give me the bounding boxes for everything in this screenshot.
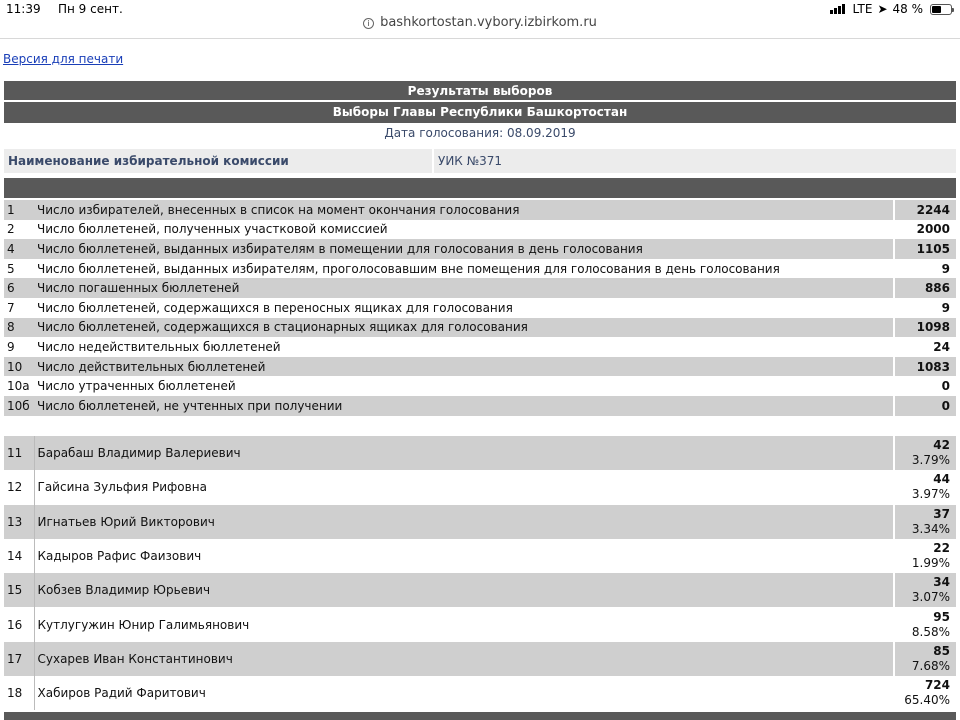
row-label: Число бюллетеней, выданных избирателям в помещении для голосования в день голосования (34, 239, 894, 259)
row-number: 9 (4, 337, 34, 357)
row-value: 9 (894, 298, 956, 318)
url-text[interactable]: bashkortostan.vybory.izbirkom.ru (380, 15, 597, 30)
row-value: 2244 (894, 200, 956, 220)
vote-date-value: 08.09.2019 (506, 126, 576, 140)
row-number: 10б (4, 396, 34, 416)
vote-date-line (4, 126, 956, 140)
candidate-name: Хабиров Радий Фаритович (34, 676, 894, 710)
table-row (4, 278, 956, 298)
row-number: 8 (4, 318, 34, 338)
row-number: 7 (4, 298, 34, 318)
row-label: Число утраченных бюллетеней (34, 376, 894, 396)
candidate-percent: 7.68% (911, 658, 950, 673)
status-right (830, 2, 952, 16)
row-label: Число бюллетеней, полученных участковой комиссией (34, 220, 894, 240)
candidate-row (4, 573, 956, 607)
toolbar-divider (0, 38, 960, 39)
candidate-name: Кадыров Рафис Фаизович (34, 539, 894, 573)
candidate-votes: 724 (924, 678, 950, 693)
status-date: Пн 9 сент. (58, 2, 123, 16)
battery-icon (930, 4, 952, 15)
battery-fill (932, 6, 941, 13)
commission-row (4, 149, 956, 173)
candidate-percent: 65.40% (904, 693, 950, 708)
candidate-row (4, 470, 956, 504)
row-value: 1098 (894, 318, 956, 338)
candidate-votes: 42 (933, 438, 950, 453)
row-label: Число погашенных бюллетеней (34, 278, 894, 298)
row-number: 17 (4, 642, 34, 676)
row-number: 14 (4, 539, 34, 573)
candidate-name: Сухарев Иван Константинович (34, 642, 894, 676)
table-row (4, 357, 956, 377)
row-label: Число недействительных бюллетеней (34, 337, 894, 357)
row-value: 0 (894, 376, 956, 396)
table-row (4, 298, 956, 318)
candidate-percent: 3.07% (911, 590, 950, 605)
candidate-result (894, 642, 956, 676)
candidate-percent: 3.34% (911, 521, 950, 536)
row-number: 1 (4, 200, 34, 220)
candidate-row (4, 607, 956, 641)
candidate-row (4, 676, 956, 710)
print-version-link[interactable]: Версия для печати (3, 52, 124, 66)
candidates-table (4, 436, 956, 710)
info-icon[interactable]: i (363, 18, 374, 29)
candidate-row (4, 539, 956, 573)
row-label: Число действительных бюллетеней (34, 357, 894, 377)
row-number: 11 (4, 436, 34, 470)
row-number: 16 (4, 607, 34, 641)
row-number: 15 (4, 573, 34, 607)
row-value: 2000 (894, 220, 956, 240)
row-number: 13 (4, 505, 34, 539)
row-number: 10а (4, 376, 34, 396)
table-row (4, 220, 956, 240)
row-value: 1105 (894, 239, 956, 259)
candidate-result (894, 676, 956, 710)
table-row (4, 259, 956, 279)
table-row (4, 376, 956, 396)
candidate-name: Игнатьев Юрий Викторович (34, 505, 894, 539)
commission-value: УИК №371 (438, 154, 503, 168)
candidate-result (894, 573, 956, 607)
row-value: 24 (894, 337, 956, 357)
row-number: 4 (4, 239, 34, 259)
address-bar[interactable] (0, 15, 960, 37)
candidate-percent: 8.58% (911, 624, 950, 639)
table-row (4, 396, 956, 416)
row-value: 9 (894, 259, 956, 279)
election-title: Выборы Главы Республики Башкортостан (4, 102, 956, 123)
table-row (4, 239, 956, 259)
signal-icon (830, 4, 845, 14)
candidate-row (4, 436, 956, 470)
status-time: 11:39 (6, 2, 41, 16)
row-number: 5 (4, 259, 34, 279)
battery-percent: 48 % (892, 2, 923, 16)
candidate-name: Кутлугужин Юнир Галимьянович (34, 607, 894, 641)
table-header-band (4, 178, 956, 198)
candidate-votes: 37 (933, 506, 950, 521)
candidate-result (894, 470, 956, 504)
row-value: 0 (894, 396, 956, 416)
candidate-votes: 85 (933, 643, 950, 658)
candidate-votes: 34 (933, 575, 950, 590)
candidate-percent: 1.99% (911, 556, 950, 571)
location-arrow-icon: ➤ (877, 2, 888, 16)
candidate-result (894, 539, 956, 573)
candidate-percent: 3.97% (911, 487, 950, 502)
candidate-result (894, 505, 956, 539)
stats-table (4, 200, 956, 416)
row-label: Число бюллетеней, содержащихся в стационарных ящиках для голосования (34, 318, 894, 338)
candidate-name: Гайсина Зульфия Рифовна (34, 470, 894, 504)
candidate-row (4, 505, 956, 539)
commission-label: Наименование избирательной комиссии (8, 154, 289, 168)
candidate-name: Кобзев Владимир Юрьевич (34, 573, 894, 607)
row-label: Число бюллетеней, содержащихся в переносных ящиках для голосования (34, 298, 894, 318)
network-type: LTE (852, 2, 873, 16)
candidate-name: Барабаш Владимир Валериевич (34, 436, 894, 470)
table-row (4, 200, 956, 220)
candidate-votes: 95 (933, 609, 950, 624)
row-number: 10 (4, 357, 34, 377)
row-label: Число бюллетеней, не учтенных при получении (34, 396, 894, 416)
candidate-row (4, 642, 956, 676)
row-value: 1083 (894, 357, 956, 377)
candidate-votes: 22 (933, 541, 950, 556)
candidate-percent: 3.79% (911, 453, 950, 468)
row-value: 886 (894, 278, 956, 298)
table-row (4, 337, 956, 357)
table-row (4, 318, 956, 338)
results-title: Результаты выборов (4, 81, 956, 101)
row-number: 12 (4, 470, 34, 504)
candidate-votes: 44 (933, 472, 950, 487)
candidate-result (894, 607, 956, 641)
commission-separator (432, 149, 434, 173)
vote-date-label: Дата голосования: (384, 126, 504, 140)
row-number: 18 (4, 676, 34, 710)
footer-band (4, 712, 956, 720)
row-number: 2 (4, 220, 34, 240)
candidate-result (894, 436, 956, 470)
row-label: Число бюллетеней, выданных избирателям, проголосовавшим вне помещения для голосования в день голосования (34, 259, 894, 279)
row-label: Число избирателей, внесенных в список на момент окончания голосования (34, 200, 894, 220)
row-number: 6 (4, 278, 34, 298)
